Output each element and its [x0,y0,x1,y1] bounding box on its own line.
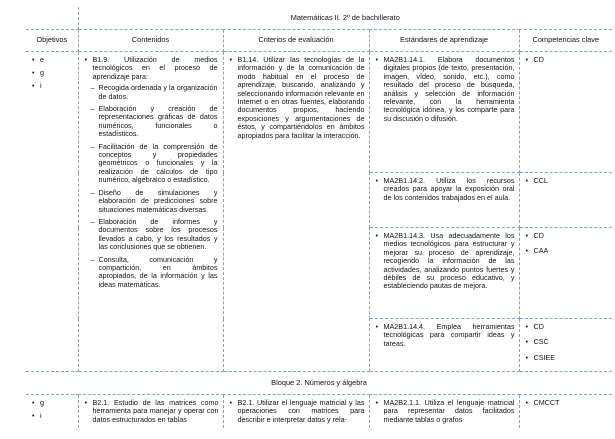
objetivo-item: g [40,398,44,407]
criterio-text: B1.14. Utilizar las tecnologías de la información y de la comunicación de modo habitual en el proceso de aprendizaje, buscando, analizando y seleccionando información relevante en Internet o en otras fuentes, elaborando documentos propios, haciendo exposiciones y argumentaciones de éstos, y compartiéndolos en ámbitos apropiados para facilitar la interacción. [237,55,365,140]
contenido-item: Facilitación de la comprensión de conceptos y propiedades geométricos o funcionales y la realización de cálculos de tipo numérico, algebraico o estadístico. [98,141,218,185]
contenido-text: B2.1. Estudio de las matrices como herramienta para manejar y operar con datos estructurados en tablas [92,398,219,424]
competencia-item: CD [533,55,544,64]
competencias-cell: • CD • CAA [519,228,612,319]
objetivos-cell-2: • g • i [26,395,78,429]
estandar-text: MA2B1.14.2. Utiliza los recursos creados para apoyar la exposición oral de los contenidos trabajados en el aula. [383,176,515,202]
estandar-cell-2: • MA2B2.1.1. Utiliza el lenguaje matricial para representar datos facilitados mediante tablas o grafos [369,395,519,429]
estandar-text: MA2B1.14.1. Elabora documentos digitales propios (de texto, presentación, imagen, vídeo, sonido, etc.), como resultado del proceso de búsqueda, análisis y selección de información relevante, con la herramienta tecnológica idónea, y los comparte para su discusión o difusión. [383,55,515,123]
competencia-item: CSC [533,337,549,347]
contenidos-cell-1: • B1.9. Utilización de medios tecnológicos en el proceso de aprendizaje para: – Recogida ordenada y la organización de datos. – Elaboración y creación de representaciones gráficas de datos numéricos, funcionales o estadísticos. – Facilitación de la comprensión de conceptos y propiedades geométricos o funcionales y la realización de cálculos de tipo numérico, algebraico o estadístico. – Diseño de simulaciones y elaboración de predicciones sobre situaciones matemáticas diversas. – Elaboración de informes y documentos sobre los procesos llevados a cabo, y los resultados y las conclusiones que se obtienen. – Consulta, comunicación y compartición, en ámbitos apropiados, de la información y las ideas matemáticas. [78,52,223,372]
competencias-cell: • CD [519,52,612,173]
competencias-cell: • CCL [519,173,612,228]
competencia-item: CCL [533,176,548,185]
objetivo-item: g [40,68,44,77]
header-objetivos: Objetivos [26,30,78,52]
header-estandares: Estándares de aprendizaje [369,30,519,52]
competencia-item: CMCCT [533,398,560,407]
objetivo-item: i [40,81,42,90]
contenido-item: Elaboración y creación de representaciones gráficas de datos numéricos, funcionales o estadísticos. [98,104,218,139]
competencia-item: CD [533,231,544,240]
header-criterios: Criterios de evaluación [223,30,369,52]
header-contenidos: Contenidos [78,30,223,52]
contenidos-cell-2: • B2.1. Estudio de las matrices como herramienta para manejar y operar con datos estructurados en tablas [78,395,223,429]
estandar-text: MA2B1.14.3. Usa adecuadamente los medios tecnológicos para estructurar y mejorar su proceso de aprendizaje, recogiendo la información de las actividades, analizando puntos fuertes y débiles de su proceso educativo, y estableciendo pautas de mejora. [383,231,515,291]
estandar-cell: • MA2B1.14.1. Elabora documentos digitales propios (de texto, presentación, imagen, vídeo, sonido, etc.), como resultado del proceso de búsqueda, análisis y selección de información relevante, con la herramienta tecnológica idónea, y los comparte para su discusión o difusión. [369,52,519,173]
estandar-cell: • MA2B1.14.3. Usa adecuadamente los medios tecnológicos para estructurar y mejorar su proceso de aprendizaje, recogiendo la información de las actividades, analizando puntos fuertes y débiles de su proceso educativo, y estableciendo pautas de mejora. [369,228,519,319]
estandar-cell: • MA2B1.14.2. Utiliza los recursos creados para apoyar la exposición oral de los contenidos trabajados en el aula. [369,173,519,228]
contenido-item: Recogida ordenada y la organización de datos. [98,83,218,101]
contenido-main: B1.9. Utilización de medios tecnológicos en el proceso de aprendizaje para: [92,55,218,81]
criterios-cell-1: • B1.14. Utilizar las tecnologías de la información y de la comunicación de modo habitual en el proceso de aprendizaje, buscando, analizando y seleccionando información relevante en Internet o en otras fuentes, elaborando documentos propios, haciendo exposiciones y argumentaciones de éstos, y compartiéndolos en ámbitos apropiados para facilitar la interacción. [223,52,369,372]
competencia-item: CAA [533,246,549,256]
objetivo-item: e [40,55,44,64]
criterios-cell-2: • B2.1. Utilizar el lenguaje matricial y las operaciones con matrices para describir e interpretar datos y rela- [223,395,369,429]
criterio-text: B2.1. Utilizar el lenguaje matricial y las operaciones con matrices para describir e interpretar datos y rela- [237,398,365,424]
competencias-cell: • CD • CSC • CSIEE [519,319,612,372]
header-competencias: Competencias clave [519,30,612,52]
contenido-item: Elaboración de informes y documentos sobre los procesos llevados a cabo, y los resultados y las conclusiones que se obtienen. [98,216,218,252]
competencia-item: CD [533,322,544,331]
competencia-item: CSIEE [533,352,556,362]
contenido-item: Consulta, comunicación y compartición, en ámbitos apropiados, de la información y las ideas matemáticas. [98,254,218,289]
objetivo-item: i [40,411,42,420]
contenido-item: Diseño de simulaciones y elaboración de predicciones sobre situaciones matemáticas diversas. [98,187,218,214]
estandar-cell: • MA2B1.14.4. Emplea herramientas tecnológicas para compartir ideas y tareas. [369,319,519,372]
bloque-2-title: Bloque 2. Números y álgebra [26,372,612,395]
competencias-cell-2: • CMCCT [519,395,612,429]
estandar-text: MA2B2.1.1. Utiliza el lenguaje matricial para representar datos facilitados mediante tablas o grafos [383,398,515,424]
objetivos-cell-1: • e • g • i [26,52,78,372]
table-title: Matemáticas II. 2º de bachillerato [78,7,612,30]
estandar-text: MA2B1.14.4. Emplea herramientas tecnológicas para compartir ideas y tareas. [383,322,515,348]
curriculum-table [26,7,612,428]
